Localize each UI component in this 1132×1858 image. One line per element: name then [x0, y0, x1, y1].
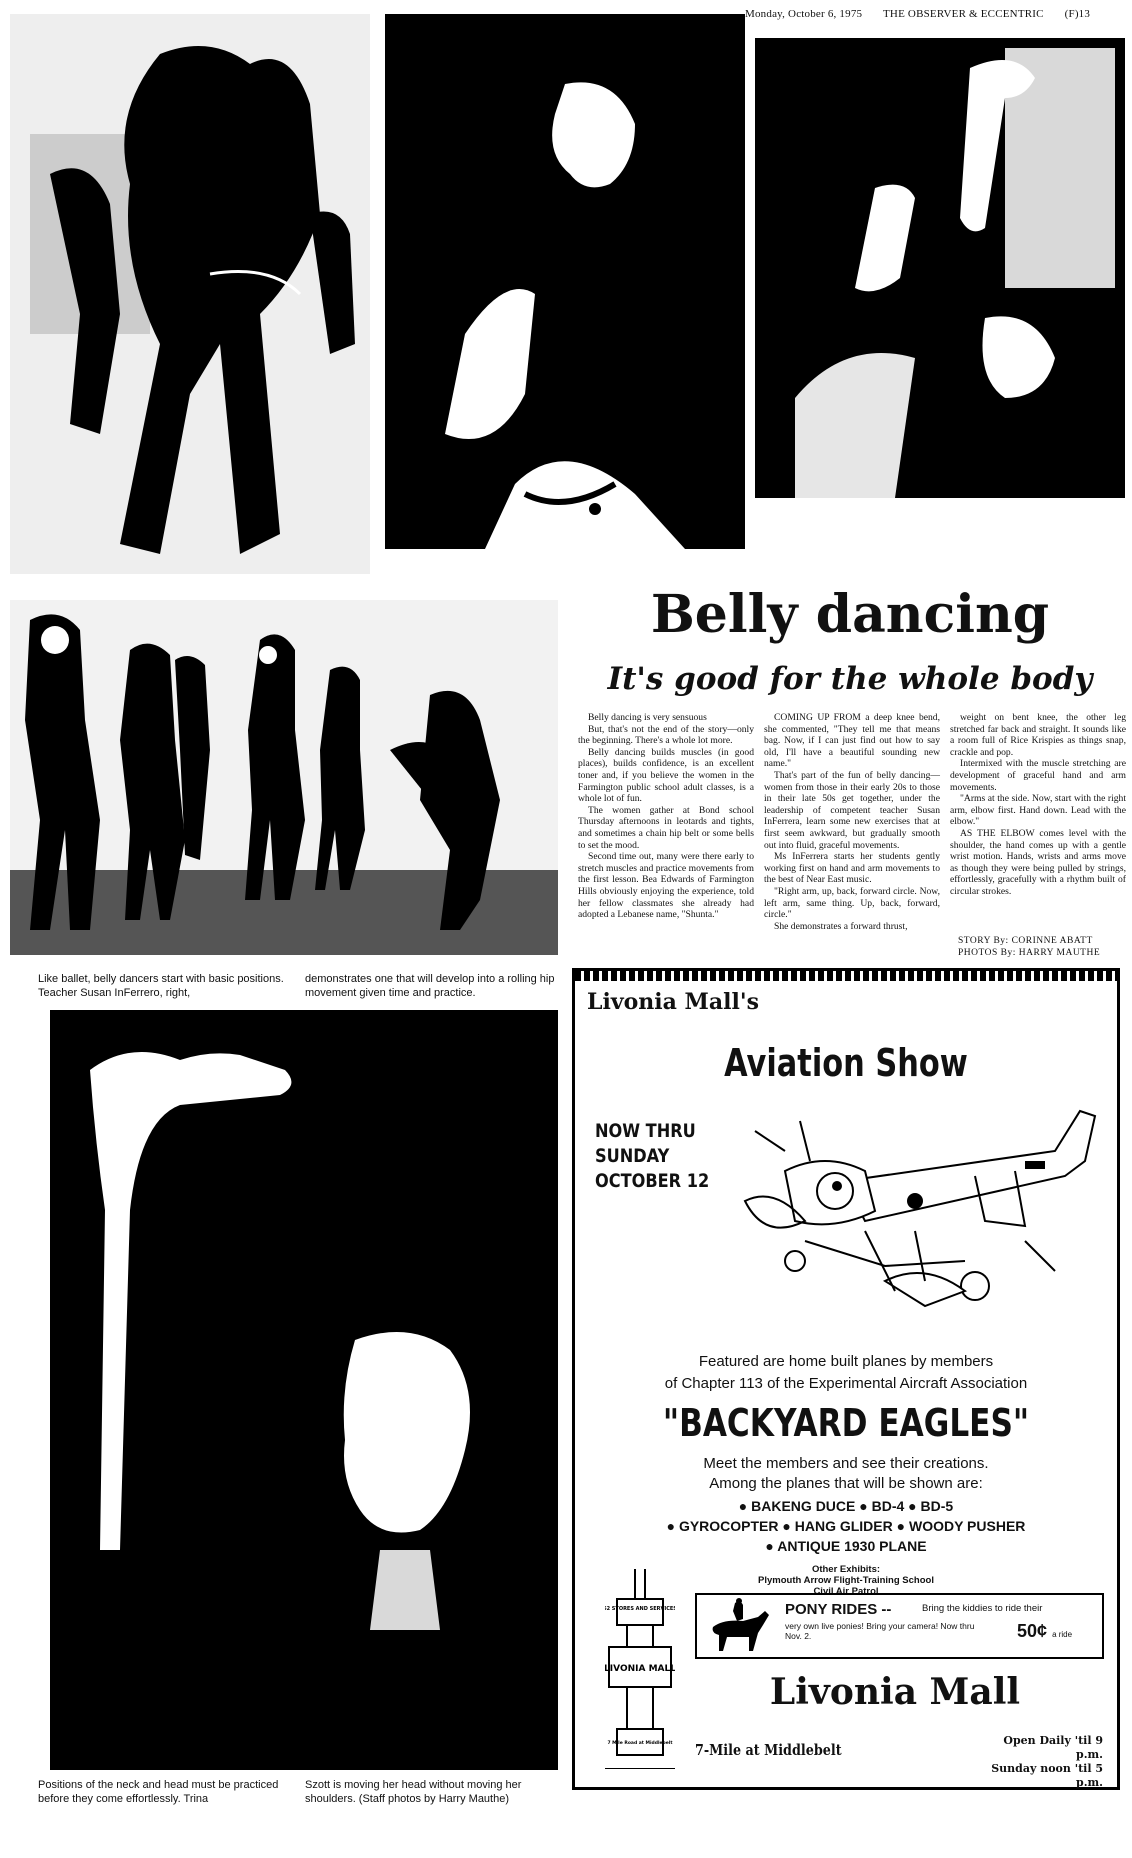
ad-date-line: NOW THRU — [595, 1120, 696, 1142]
ad-meet-text — [575, 1454, 1117, 1494]
paragraph: AS THE ELBOW comes level with the shoulder, the hand comes up with a gentle wrist motion. Hands, wrists and arms move as though they were being pulled by strings, effortlessly, gracefully with a rhythm built of circular strokes. — [950, 827, 1126, 897]
photo-portrait-trina-szott — [10, 1010, 558, 1770]
ad-title: Aviation Show — [724, 1041, 968, 1085]
ad-headline-backyard-eagles: "BACKYARD EAGLES" — [662, 1401, 1030, 1445]
header-date: Monday, October 6, 1975 — [745, 8, 863, 20]
paragraph: COMING UP FROM a deep knee bend, she commented, "They tell me that means bag. Now, if I can just find out how to say old, I'll have a beautiful sounding new name." — [764, 712, 940, 770]
mall-sign-tower — [605, 1569, 675, 1769]
ad-featured-text — [575, 1351, 1117, 1395]
paragraph: Belly dancing builds muscles (in good places), builds confidence, is an excellent toner and, if you believe the women in the Farmington public school adult classes, is a whole lot of fun. — [578, 746, 754, 805]
page-header — [745, 8, 1125, 20]
article-credits — [958, 935, 1118, 959]
paragraph: She demonstrates a forward thrust, — [774, 920, 908, 932]
ad-border-band — [575, 971, 1117, 981]
pony-rider-illustration — [703, 1597, 775, 1653]
ad-meet-line: Meet the members and see their creations. — [703, 1455, 989, 1472]
tower-top-text: 62 STORES AND SERVICES — [605, 1606, 675, 1612]
ad-plane-line: ● GYROCOPTER ● HANG GLIDER ● WOODY PUSHER — [666, 1518, 1026, 1534]
ad-brand: Livonia Mall's — [587, 989, 759, 1015]
tower-bottom-text: 7 Mile Road at Middlebelt — [607, 1741, 673, 1746]
ad-dates — [595, 1119, 709, 1194]
paragraph: "Arms at the side. Now, start with the right arm, elbow first. Hand down. Lead with the elbow." — [950, 793, 1126, 828]
paragraph: The women gather at Bond school Thursday afternoons in leotards and tights, and sometimes a chain hip belt or some bells to set the mood. — [578, 804, 754, 851]
tower-name-text: LIVONIA MALL — [605, 1664, 675, 1674]
paragraph: "Right arm, up, back, forward circle. Now, left arm, same thing. Up, back, forward, circle." — [764, 885, 940, 921]
photo-dancer-arms-raised — [755, 38, 1125, 498]
livonia-mall-ad — [572, 968, 1120, 1790]
ad-location: 7-Mile at Middlebelt — [695, 1741, 842, 1759]
ad-meet-line: Among the planes that will be shown are: — [709, 1475, 983, 1492]
paragraph: Ms InFerrera starts her students gently working first on hand and arm movements to the best of Near East music. — [764, 851, 940, 886]
paragraph: Intermixed with the muscle stretching are development of graceful hand and arm movements. — [950, 758, 1126, 793]
ad-planes-list — [575, 1496, 1117, 1556]
pony-rides-note: Bring the kiddies to ride their — [922, 1603, 1043, 1614]
paragraph: Belly dancing is very sensuous — [588, 712, 707, 723]
caption-group-right: demonstrates one that will develop into a rolling hip movement given time and practice. — [305, 973, 555, 999]
photo-dancer-spinning — [10, 14, 370, 574]
ad-plane-line: ● ANTIQUE 1930 PLANE — [765, 1538, 927, 1554]
header-publication: THE OBSERVER & ECCENTRIC — [883, 8, 1044, 20]
article-column-3 — [950, 712, 1126, 898]
ad-hours-line: Sunday noon 'til 5 p.m. — [991, 1762, 1103, 1789]
ad-date-line: OCTOBER 12 — [595, 1170, 710, 1192]
header-page: (F)13 — [1064, 8, 1091, 20]
airplane-illustration — [725, 1091, 1105, 1316]
pony-rides-price — [1017, 1621, 1072, 1642]
ad-plane-line: ● BAKENG DUCE ● BD-4 ● BD-5 — [738, 1498, 954, 1514]
pony-rides-body: very own live ponies! Bring your camera! Now thru Nov. 2. — [785, 1621, 975, 1641]
pony-price-value: 50¢ — [1017, 1621, 1048, 1641]
article-subtitle: It's good for the whole body — [607, 661, 1093, 697]
ad-featured-line: of Chapter 113 of the Experimental Aircraft Association — [664, 1375, 1028, 1392]
photo-credit: PHOTOS By: HARRY MAUTHE — [958, 948, 1101, 958]
ad-mall-name: Livonia Mall — [769, 1671, 1021, 1713]
photo-group-class — [10, 600, 558, 955]
story-credit: STORY By: CORINNE ABATT — [958, 936, 1093, 946]
ad-other-title: Other Exhibits: — [811, 1564, 881, 1575]
article-title: Belly dancing — [650, 584, 1050, 645]
pony-rides-title: PONY RIDES -- — [785, 1601, 892, 1618]
caption-group-left: Like ballet, belly dancers start with basic positions. Teacher Susan InFerrero, right, — [38, 973, 284, 999]
ad-other-line: Plymouth Arrow Flight-Training School — [758, 1575, 934, 1586]
pony-rides-box — [695, 1593, 1104, 1659]
article-column-2 — [764, 712, 940, 932]
ad-hours-line: Open Daily 'til 9 p.m. — [1003, 1734, 1103, 1761]
paragraph: That's part of the fun of belly dancing—women from those in their early 20s to those in their late 50s get together, under the leadership of competent teacher Susan InFerrera, learn some new exercises that at first seem awkward, but gradually smooth out into fluid, graceful movements. — [764, 769, 940, 851]
photo-dancer-head-back — [385, 14, 745, 549]
ad-hours — [973, 1734, 1103, 1790]
ad-date-line: SUNDAY — [595, 1145, 670, 1167]
ad-featured-line: Featured are home built planes by members — [698, 1353, 994, 1370]
paragraph: But, that's not the end of the story—only the beginning. There's a whole lot more. — [578, 723, 754, 747]
paragraph: Second time out, many were there early to stretch muscles and practice movements from the first lesson. Bea Edwards of Farmington Hills obviously enjoying the experience, told her fellow classmates she already had adopted a Lebanese name, "Shunta." — [578, 851, 754, 921]
ad-other-line: Civil Air Patrol — [813, 1586, 879, 1597]
paragraph: weight on bent knee, the other leg stretched far back and straight. It sounds like a room full of Rice Krispies as things snap, crackle and pop. — [950, 712, 1126, 758]
article-column-1 — [578, 712, 754, 921]
pony-price-unit: a ride — [1052, 1630, 1073, 1639]
caption-portrait-right: Szott is moving her head without moving her shoulders. (Staff photos by Harry Mauthe) — [305, 1779, 522, 1805]
caption-portrait-left: Positions of the neck and head must be practiced before they come effortlessly. Trina — [38, 1779, 279, 1805]
